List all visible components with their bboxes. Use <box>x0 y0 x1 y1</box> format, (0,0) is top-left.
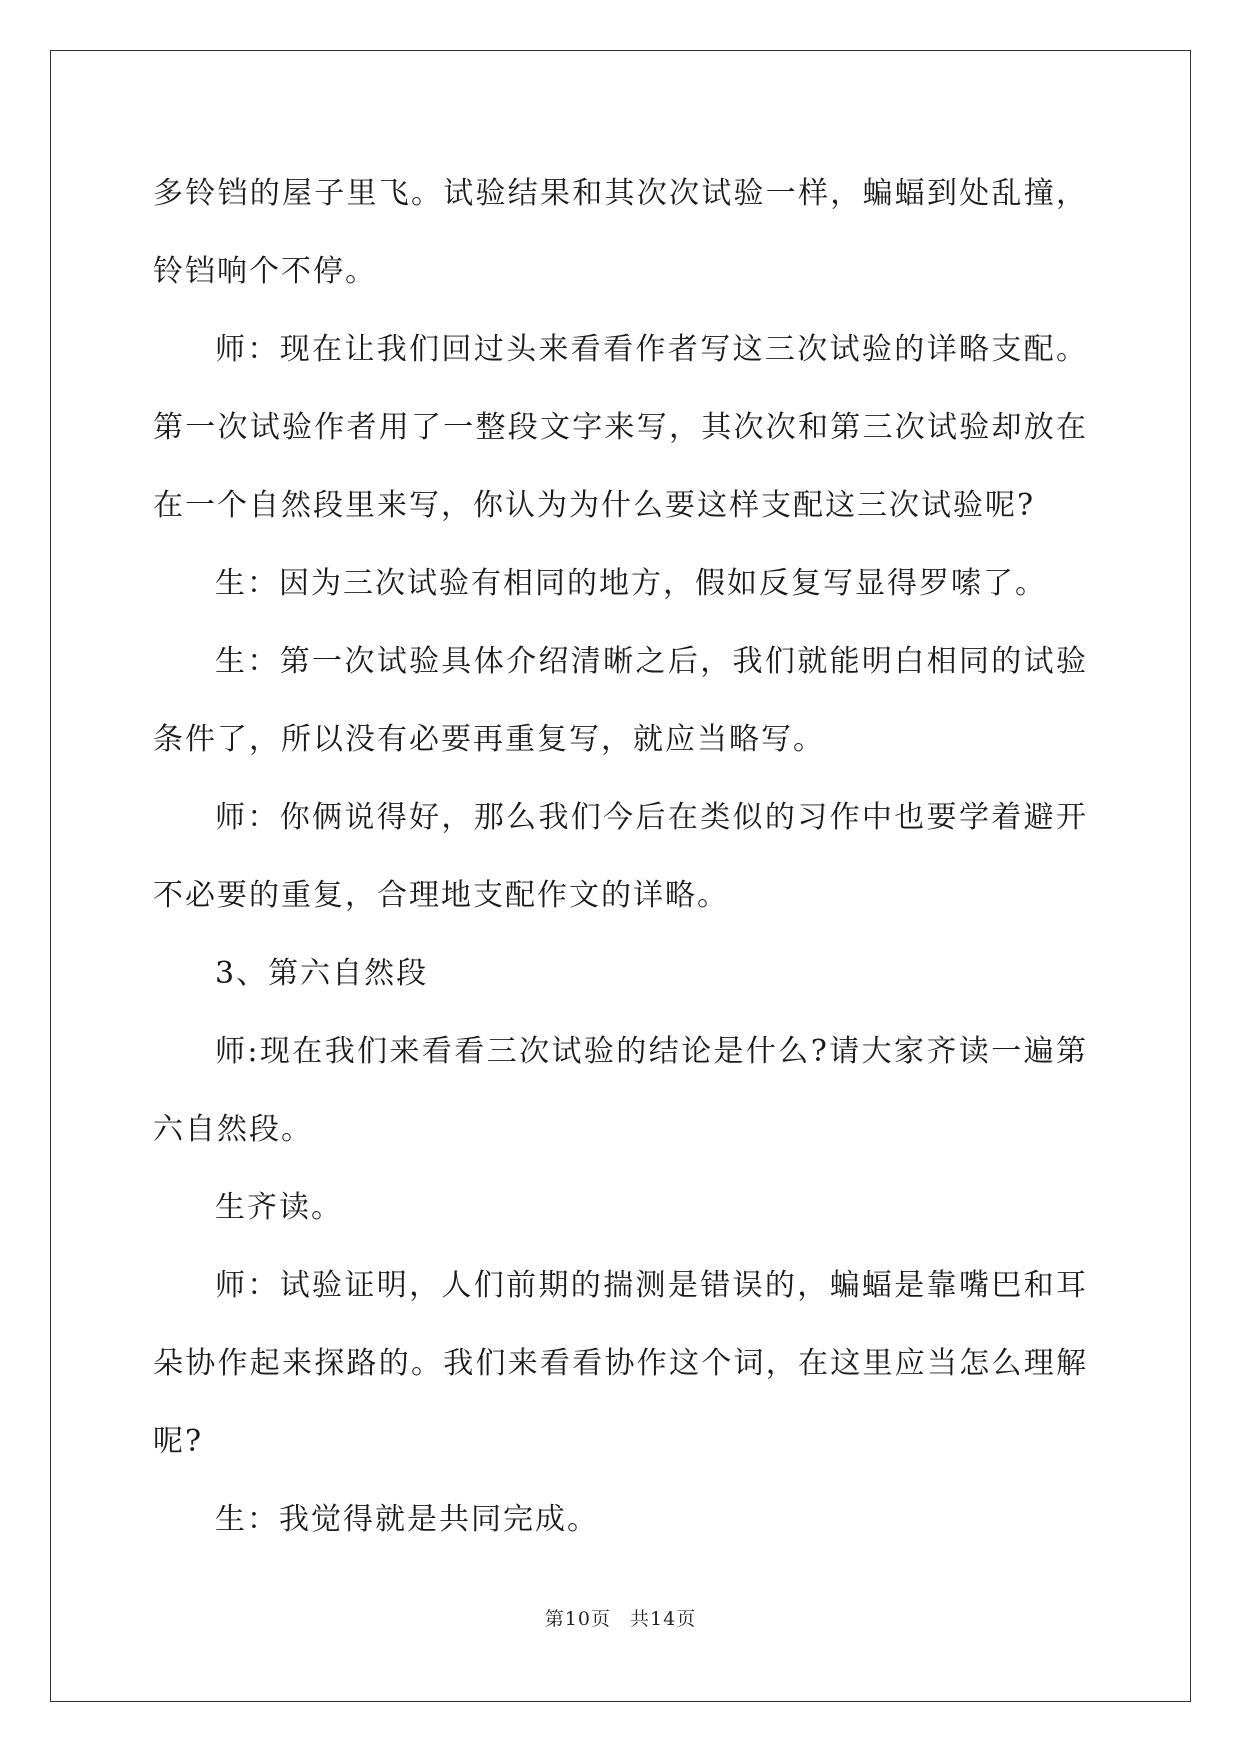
paragraph-4: 生：第一次试验具体介绍清晰之后，我们就能明白相同的试验条件了，所以没有必要再重复写，就应当略写。 <box>153 644 1088 757</box>
page-number: 第10页 <box>544 1608 611 1630</box>
paragraph-1: 多铃铛的屋子里飞。试验结果和其次次试验一样，蝙蝠到处乱撞，铃铛响个不停。 <box>153 176 1088 289</box>
paragraph-3: 生：因为三次试验有相同的地方，假如反复写显得罗嗦了。 <box>215 566 1047 601</box>
document-body <box>153 155 1088 1559</box>
section-heading: 3、第六自然段 <box>215 956 429 991</box>
paragraph-8: 生齐读。 <box>215 1190 343 1225</box>
paragraph-2: 师：现在让我们回过头来看看作者写这三次试验的详略支配。第一次试验作者用了一整段文字来写，其次次和第三次试验却放在在一个自然段里来写，你认为为什么要这样支配这三次试验呢? <box>153 332 1088 523</box>
page-total: 共14页 <box>630 1608 697 1630</box>
paragraph-5: 师：你俩说得好，那么我们今后在类似的习作中也要学着避开不必要的重复，合理地支配作文的详略。 <box>153 800 1088 913</box>
paragraph-10: 生：我觉得就是共同完成。 <box>215 1502 599 1537</box>
page-footer <box>0 1604 1241 1631</box>
paragraph-9: 师：试验证明，人们前期的揣测是错误的，蝙蝠是靠嘴巴和耳朵协作起来探路的。我们来看看协作这个词，在这里应当怎么理解呢? <box>153 1268 1088 1459</box>
paragraph-7: 师:现在我们来看看三次试验的结论是什么?请大家齐读一遍第六自然段。 <box>153 1034 1088 1147</box>
